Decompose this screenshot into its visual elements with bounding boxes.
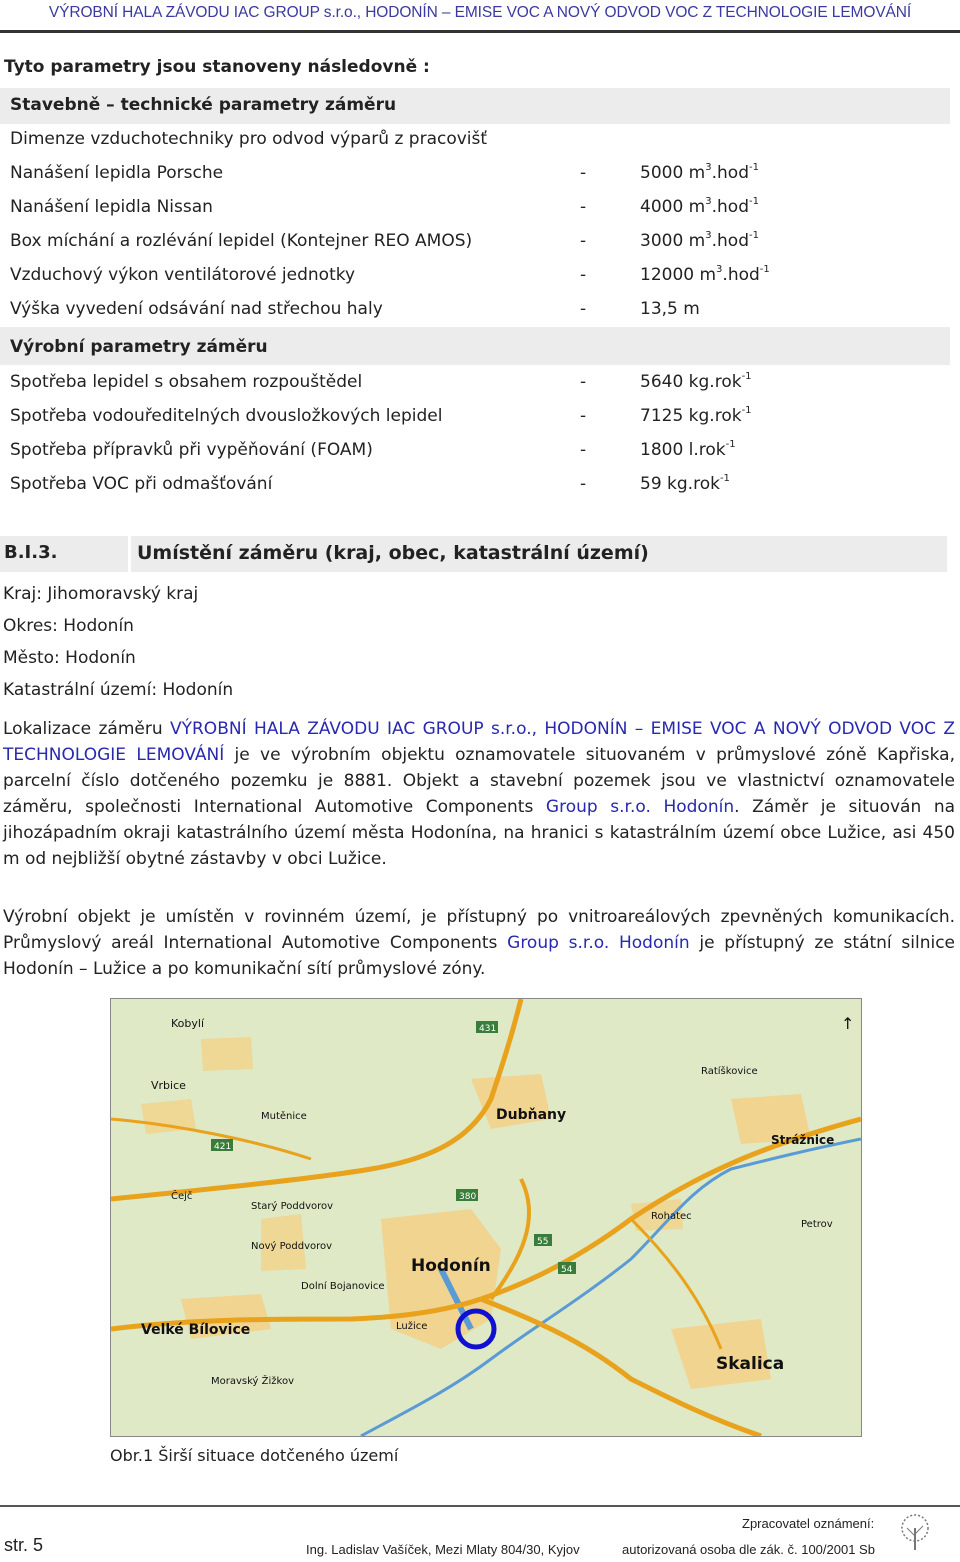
production-row-value [640,406,752,426]
header-rule [0,30,960,33]
production-row-amount: 5640 kg.rok [640,372,742,392]
place-skalica: Skalica [716,1354,785,1374]
construction-row-value [640,299,700,319]
road-431: 431 [479,1024,497,1034]
construction-row-label: Nanášení lepidla Nissan [10,197,213,217]
production-row-dash: - [580,372,587,392]
construction-row-value [640,197,759,217]
footer-author: Ing. Ladislav Vašíček, Mezi Mlaty 804/30, Kyjov [306,1542,580,1557]
construction-row-dash: - [580,197,587,217]
access-paragraph [3,904,955,982]
construction-row-dash: - [580,163,587,183]
production-row-exponent: -1 [719,473,730,484]
production-row-exponent: -1 [725,439,736,450]
construction-title: Stavebně – technické parametry záměru [10,95,397,115]
construction-row-sup2: -1 [748,230,759,241]
production-row-value [640,372,752,392]
construction-row-unit: .hod [711,231,749,251]
construction-row-dash: - [580,299,587,319]
para1-group: Group s.r.o. Hodonín [545,797,735,817]
construction-row-sup2: -1 [748,196,759,207]
construction-row-sup1: 3 [705,196,712,207]
tree-logo-icon [895,1512,935,1552]
para1-text1: je ve výrobním objektu oznamovatele situovaném v průmyslové zóně Kapřiska, parcelní číslo dotčeného pozemku je 8881. Objekt a stavební pozemek jsou ve vlastnictví oznamovatele záměru, společnosti International Automotive Components [3,745,955,817]
construction-row-dash: - [580,231,587,251]
production-row-label: Spotřeba vodouředitelných dvousložkových lepidel [10,406,443,426]
production-row-amount: 59 kg.rok [640,474,720,494]
section-title: Umístění záměru (kraj, obec, katastrální území) [137,542,649,564]
location-map [110,998,862,1437]
production-row-label: Spotřeba lepidel s obsahem rozpouštědel [10,372,363,392]
place-straznice: Strážnice [771,1133,835,1147]
construction-row-value: 13,5 m [640,299,700,319]
place-dubnany: Dubňany [496,1107,567,1123]
production-row-amount: 1800 l.rok [640,440,726,460]
production-row-label: Spotřeba přípravků při vypěňování (FOAM) [10,440,373,460]
road-55: 55 [537,1237,549,1247]
construction-row-label: Vzduchový výkon ventilátorové jednotky [10,265,356,285]
para1-lead: Lokalizace záměru [3,719,170,739]
construction-row-unit: .hod [711,163,749,183]
place-novy-poddvorov: Nový Poddvorov [251,1241,333,1252]
place-stary-poddvorov: Starý Poddvorov [251,1201,334,1212]
construction-row-sup1: 3 [716,264,723,275]
place-kobyli: Kobylí [171,1017,204,1030]
production-row-dash: - [580,440,587,460]
place-velke-bilovice: Velké Bílovice [141,1322,251,1338]
place-mutenice: Mutěnice [261,1111,307,1122]
section-title-box [131,536,947,572]
production-row-dash: - [580,474,587,494]
construction-row-unit: .hod [722,265,760,285]
production-row-label: Spotřeba VOC při odmašťování [10,474,273,494]
footer-rule [0,1505,960,1507]
road-380: 380 [459,1192,477,1202]
place-hodonin: Hodonín [411,1256,491,1276]
construction-row-label: Box míchání a rozlévání lepidel (Kontejner REO AMOS) [10,231,473,251]
place-ratiskovice: Ratíškovice [701,1066,758,1077]
footer-authorization: autorizovaná osoba dle zák. č. 100/2001 Sb [622,1542,875,1557]
construction-row-unit: .hod [711,197,749,217]
section-number: B.I.3. [4,542,58,563]
road-54: 54 [561,1265,573,1275]
construction-row-label: Nanášení lepidla Porsche [10,163,224,183]
production-row-amount: 7125 kg.rok [640,406,742,426]
para1-text2: . Záměr je situován na jihozápadním okraji katastrálního území města Hodonína, na hranici s katastrálním území obce Lužice, asi 450 m od nejbližší obytné zástavby v obci Lužice. [3,797,956,869]
construction-row-sup2: -1 [759,264,770,275]
map-graphic [111,999,861,1436]
construction-subtitle: Dimenze vzduchotechniky pro odvod výparů z pracovišť [10,129,488,149]
construction-row-value [640,265,770,285]
place-petrov: Petrov [801,1219,833,1230]
construction-row-sup1: 3 [705,230,712,241]
processor-label: Zpracovatel oznámení: [742,1516,875,1531]
page-header-title: VÝROBNÍ HALA ZÁVODU IAC GROUP s.r.o., HODONÍN – EMISE VOC A NOVÝ ODVOD VOC Z TECHNOLOGIE LEMOVÁNÍ [48,4,912,21]
production-row-value [640,440,736,460]
construction-row-value [640,231,759,251]
place-cejc: Čejč [171,1191,193,1202]
production-row-value [640,474,730,494]
place-moravsky-zizkov: Moravský Žižkov [211,1376,294,1387]
construction-row-sup1: 3 [705,162,712,173]
construction-row-value [640,163,759,183]
place-dolni-bojanovice: Dolní Bojanovice [301,1281,385,1292]
section-number-box [0,536,128,572]
construction-row-value: 12000 m [640,265,717,285]
para2-group: Group s.r.o. Hodonín [507,933,690,953]
place-luzice: Lužice [396,1321,428,1332]
para2-text2: je přístupný ze státní silnice Hodonín – Lužice a po komunikační sítí průmyslové zóny. [3,933,955,979]
para1-project-name: VÝROBNÍ HALA ZÁVODU IAC GROUP s.r.o., HODONÍN – EMISE VOC A NOVÝ ODVOD VOC Z TECHNOLOGIE LEMOVÁNÍ [3,719,955,765]
place-rohatec: Rohatec [651,1211,692,1222]
kraj-line: Kraj: Jihomoravský kraj [3,584,199,604]
production-row-exponent: -1 [741,405,752,416]
construction-row-dash: - [580,265,587,285]
okres-line: Okres: Hodonín [3,616,134,636]
construction-row-label: Výška vyvedení odsávání nad střechou haly [10,299,383,319]
production-row-dash: - [580,406,587,426]
mesto-line: Město: Hodonín [3,648,136,668]
construction-row-value: 5000 m [640,163,706,183]
construction-row-value: 4000 m [640,197,706,217]
production-row-exponent: -1 [741,371,752,382]
north-arrow-icon: ↑ [841,1014,855,1033]
map-caption: Obr.1 Širší situace dotčeného území [110,1446,399,1465]
construction-row-value: 3000 m [640,231,706,251]
page-number: str. 5 [4,1535,44,1555]
production-title: Výrobní parametry záměru [10,337,268,357]
place-vrbice: Vrbice [151,1079,186,1092]
road-421: 421 [214,1142,232,1152]
construction-row-sup2: -1 [748,162,759,173]
para2-text1: Výrobní objekt je umístěn v rovinném území, je přístupný po vnitroareálových zpevněných komunikacích. Průmyslový areál International Automotive Components [3,907,955,953]
intro-text: Tyto parametry jsou stanoveny následovně : [4,57,430,77]
katastr-line: Katastrální území: Hodonín [3,680,234,700]
location-paragraph [3,716,955,872]
